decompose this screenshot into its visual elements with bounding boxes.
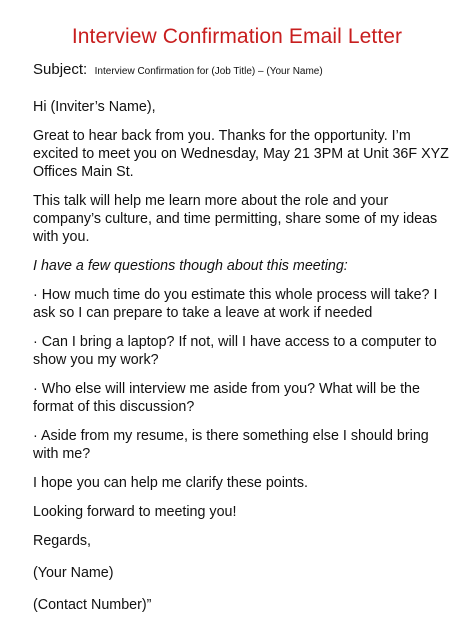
- questions-intro: I have a few questions though about this meeting:: [33, 258, 348, 274]
- closing-request: I hope you can help me clarify these points.: [33, 475, 308, 491]
- subject-value: Interview Confirmation for (Job Title) – (Your Name): [94, 66, 323, 77]
- greeting: Hi (Inviter’s Name),: [33, 99, 156, 115]
- question-item: · Who else will interview me aside from you? What will be the format of this discussion?: [33, 381, 420, 415]
- closing-lookforward: Looking forward to meeting you!: [33, 504, 237, 520]
- sender-contact: (Contact Number)”: [33, 597, 152, 613]
- question-item: · Aside from my resume, is there something else I should bring with me?: [33, 428, 429, 462]
- question-item: · Can I bring a laptop? If not, will I have access to a computer to show you my work?: [33, 334, 437, 368]
- document-title: Interview Confirmation Email Letter: [71, 25, 403, 48]
- subject-line: [33, 60, 323, 82]
- paragraph-purpose: This talk will help me learn more about the role and your company’s culture, and time permitting, share some of my ideas with you.: [33, 193, 438, 245]
- sender-name: (Your Name): [33, 565, 114, 581]
- question-item: · How much time do you estimate this whole process will take? I ask so I can prepare to take a leave at work if needed: [33, 287, 438, 321]
- subject-label: Subject:: [33, 61, 88, 78]
- letter-body: [33, 98, 458, 625]
- signoff: Regards,: [33, 533, 92, 549]
- paragraph-intro: Great to hear back from you. Thanks for the opportunity. I’m excited to meet you on Wednesday, May 21 3PM at Unit 36F XYZ Offices Main St.: [33, 128, 449, 180]
